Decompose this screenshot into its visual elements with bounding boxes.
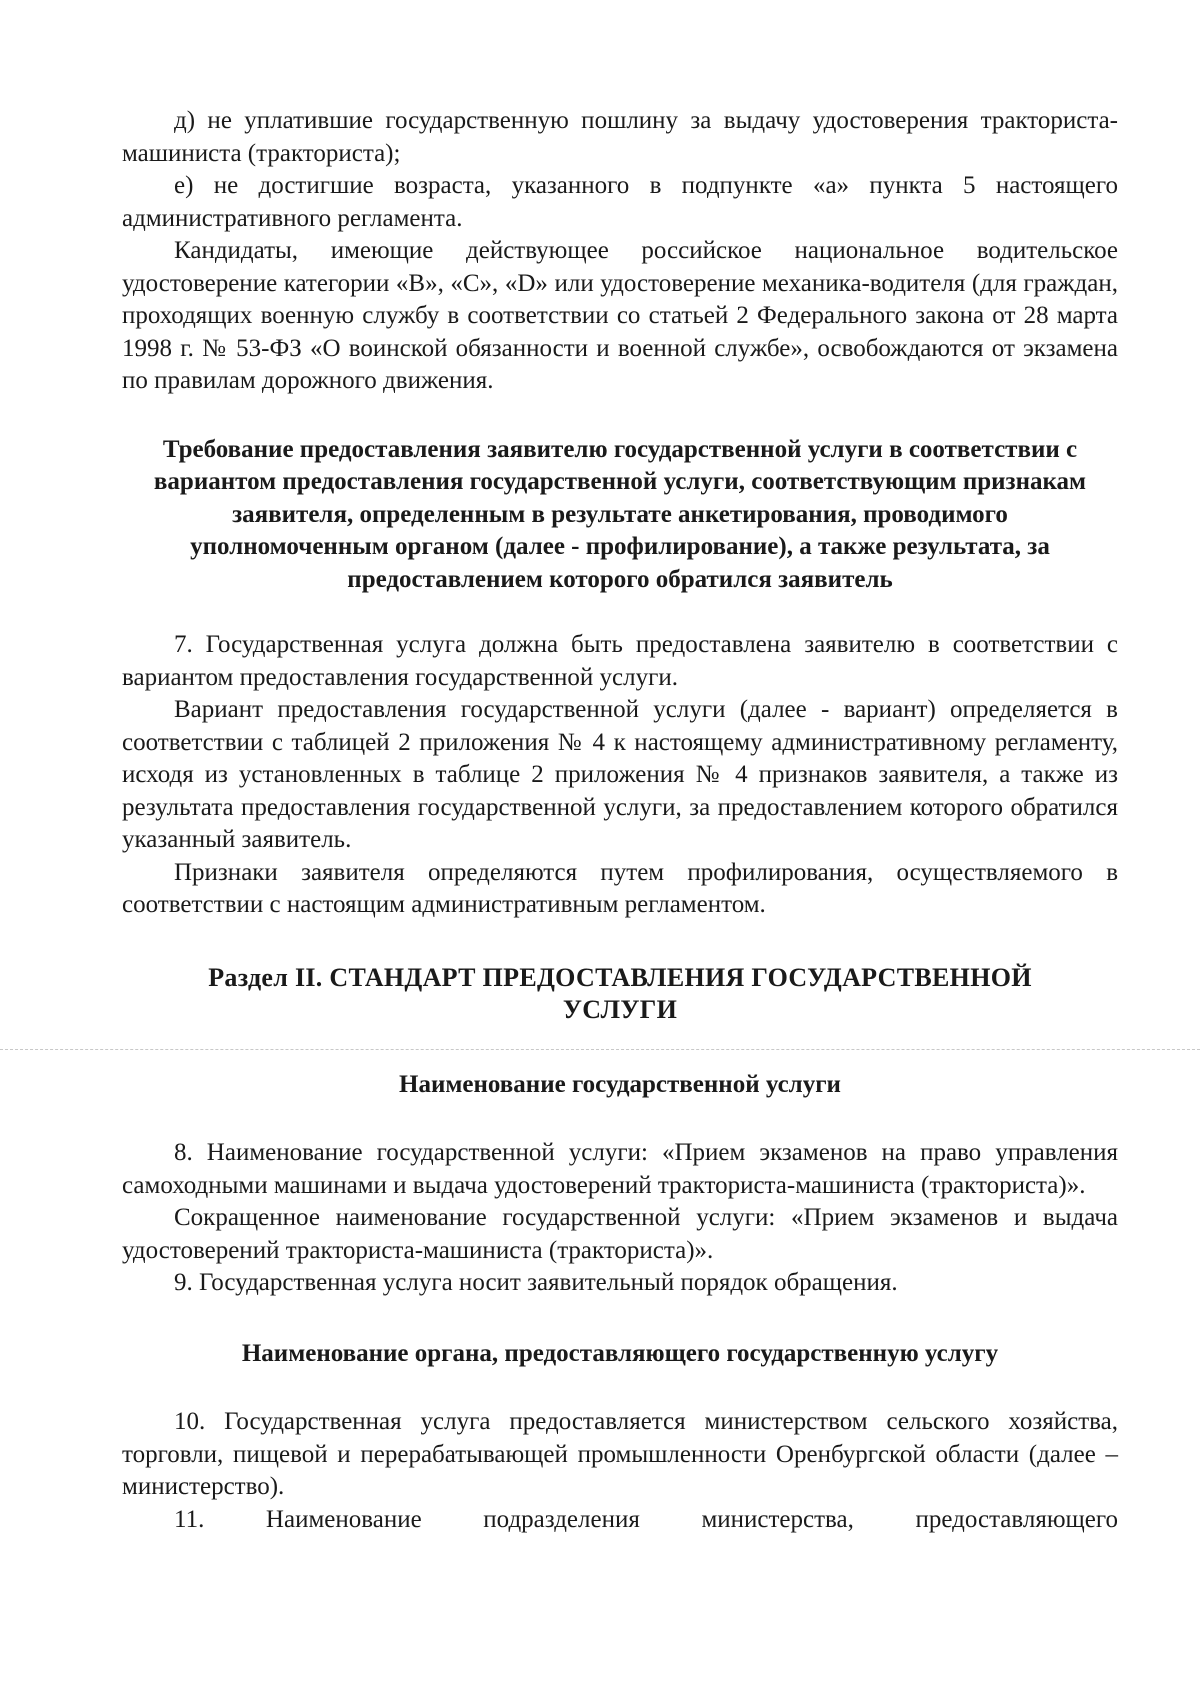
- heading-service-name: Наименование государственной услуги: [399, 1070, 841, 1098]
- paragraph-9: 9. Государственная услуга носит заявительный порядок обращения.: [174, 1269, 898, 1296]
- paragraph-d: д) не уплатившие государственную пошлину за выдачу удостоверения тракториста-машиниста (тракториста);: [122, 107, 1118, 167]
- paragraph-candidates: Кандидаты, имеющие действующее российское национальное водительское удостоверение категории «B», «C», «D» или удостоверение механика-водителя (для граждан, проходящих военную службу в соответствии со статьей 2 Федерального закона от 28 марта 1998 г. № 53-ФЗ «О воинской обязанности и военной службе», освобождаются от экзамена по правилам дорожного движения.: [122, 237, 1118, 394]
- paragraph-variant: Вариант предоставления государственной услуги (далее - вариант) определяется в соответствии с таблицей 2 приложения № 4 к настоящему административному регламенту, исходя из установленных в таблице 2 приложения № 4 признаков заявителя, а также из результата предоставления государственной услуги, за предоставлением которого обратился указанный заявитель.: [122, 696, 1118, 853]
- document-page: [122, 105, 1118, 1536]
- section-heading: [122, 962, 1118, 1027]
- heading-organ: Наименование органа, предоставляющего государственную услугу: [241, 1339, 999, 1367]
- paragraph-10: 10. Государственная услуга предоставляется министерством сельского хозяйства, торговли, пищевой и перерабатывающей промышленности Оренбургской области (далее – министерство).: [122, 1408, 1118, 1500]
- paragraph-8: 8. Наименование государственной услуги: «Прием экзаменов на право управления самоходными машинами и выдача удостоверений тракториста-машиниста (тракториста)».: [122, 1139, 1118, 1199]
- scan-artifact-line: [0, 1049, 1200, 1050]
- section-heading-line2: УСЛУГИ: [562, 995, 678, 1024]
- section-heading-line1: Раздел II. СТАНДАРТ ПРЕДОСТАВЛЕНИЯ ГОСУДАРСТВЕННОЙ: [208, 962, 1032, 992]
- paragraph-signs: Признаки заявителя определяются путем профилирования, осуществляемого в соответствии с настоящим административным регламентом.: [122, 858, 1118, 918]
- paragraph-e: е) не достигшие возраста, указанного в подпункте «а» пункта 5 настоящего административного регламента.: [122, 172, 1118, 232]
- heading-requirement: Требование предоставления заявителю государственной услуги в соответствии с вариантом предоставления государственной услуги, соответствующим признакам заявителя, определенным в результате анкетирования, проводимого уполномоченным органом (далее - профилирование), а также результата, за предоставлением которого обратился заявитель: [153, 435, 1087, 593]
- paragraph-11: 11. Наименование подразделения министерства, предоставляющего: [174, 1505, 1118, 1533]
- paragraph-7: 7. Государственная услуга должна быть предоставлена заявителю в соответствии с вариантом предоставления государственной услуги.: [122, 631, 1118, 691]
- paragraph-short-name: Сокращенное наименование государственной услуги: «Прием экзаменов и выдача удостоверений тракториста-машиниста (тракториста)».: [122, 1204, 1118, 1264]
